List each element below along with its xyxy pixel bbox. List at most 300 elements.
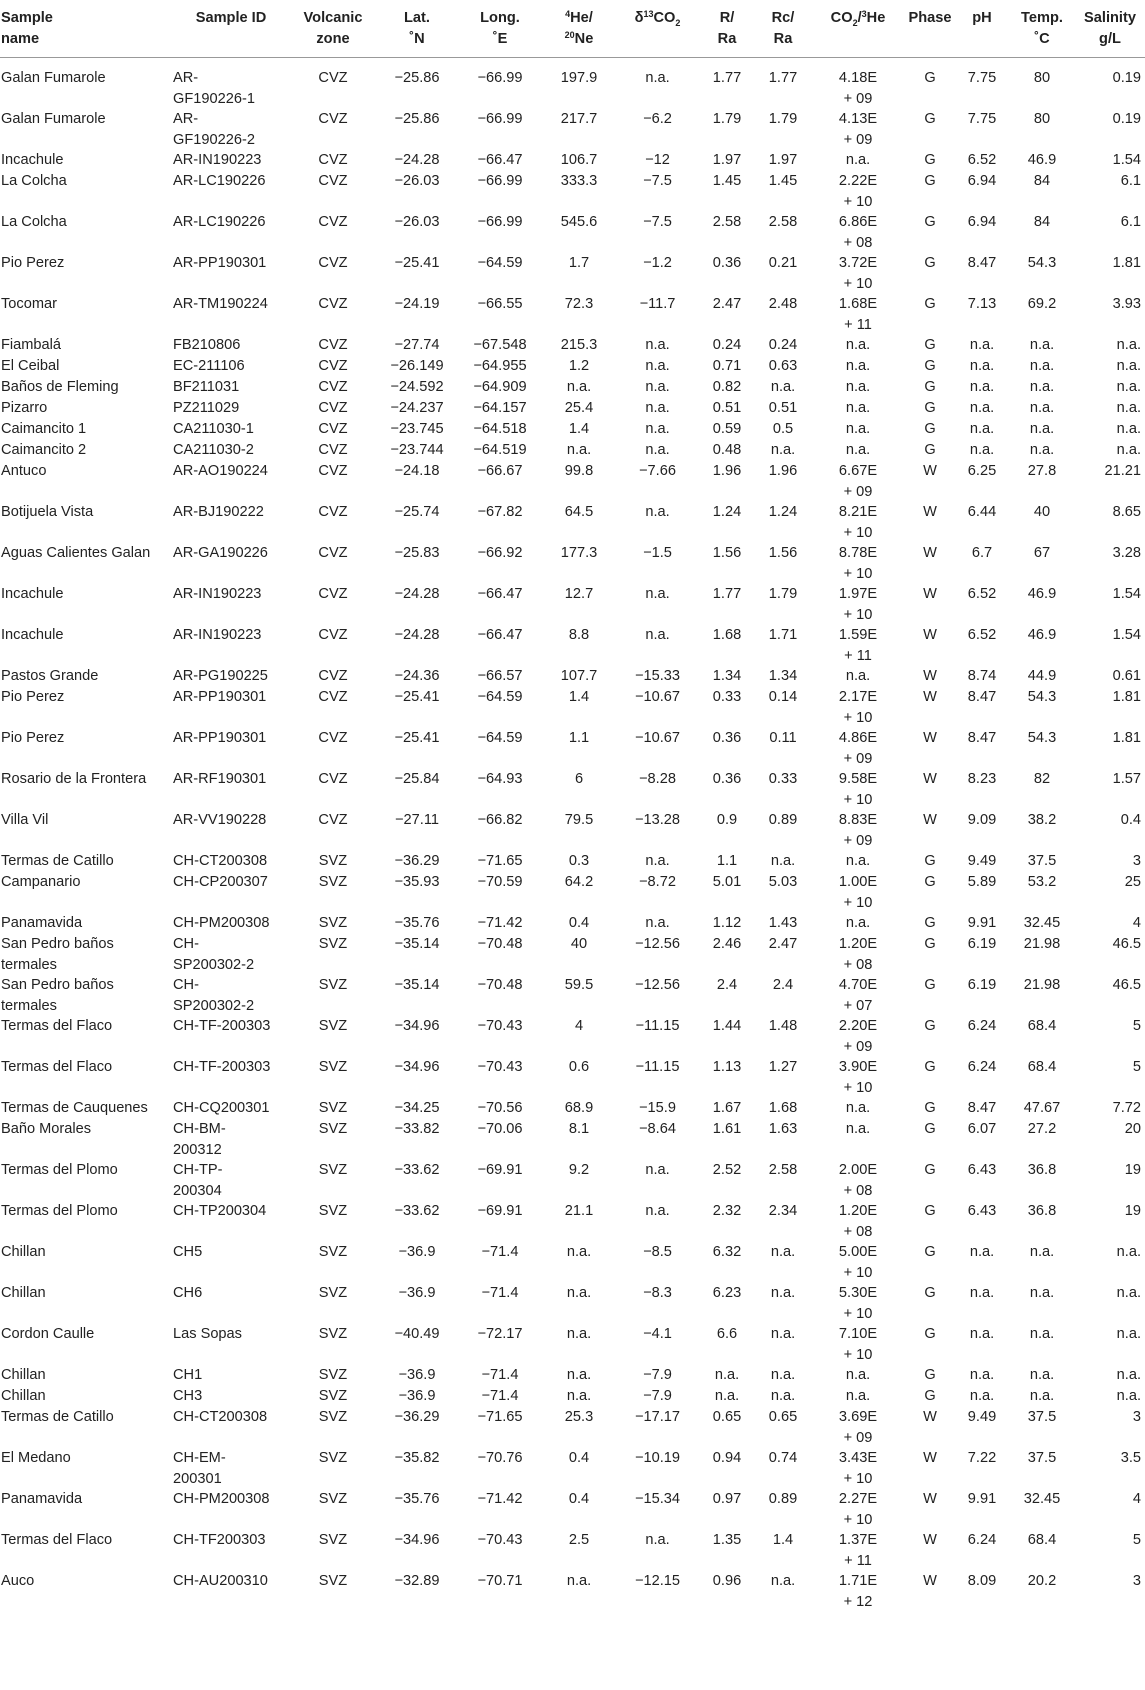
cell-ph: n.a. [969, 1326, 995, 1342]
cell-sal: 0.61 [1112, 668, 1141, 684]
table-row [0, 1242, 1145, 1283]
cell-id: CH-CQ200301 [173, 1100, 270, 1116]
cell-lon: −71.65 [477, 853, 523, 869]
cell-id: CH-CT200308 [173, 853, 268, 869]
cell-sal: n.a. [1116, 1285, 1141, 1301]
cell-phase: G [924, 1059, 936, 1075]
cell-name: Baños de Fleming [1, 379, 119, 395]
cell-r: 2.58 [712, 214, 742, 230]
cell-temp: n.a. [1029, 1244, 1055, 1260]
cell-he: 107.7 [560, 668, 598, 684]
cell-he: 99.8 [564, 463, 594, 479]
cell-id: CH6 [173, 1285, 203, 1301]
cell-id: CH-PM200308 [173, 915, 270, 931]
cell-ph: 7.75 [967, 70, 997, 86]
cell-co2: 1.00E + 10 [838, 874, 878, 911]
cell-lon: −64.518 [473, 421, 527, 437]
table-row [0, 769, 1145, 810]
cell-co2: 1.97E + 10 [838, 586, 878, 623]
cell-d13: n.a. [645, 337, 670, 353]
cell-he: 197.9 [560, 70, 598, 86]
cell-temp: n.a. [1029, 442, 1055, 458]
cell-d13: n.a. [645, 358, 670, 374]
cell-name: Galan Fumarole [1, 70, 106, 86]
cell-r: 0.94 [712, 1450, 742, 1466]
cell-temp: n.a. [1029, 1367, 1055, 1383]
col-d13co2: $\delta^{13}CO_2$ [616, 0, 699, 58]
cell-co2: 3.43E + 10 [838, 1450, 878, 1487]
cell-sal: 5 [1132, 1059, 1141, 1075]
cell-lat: −33.62 [394, 1162, 440, 1178]
cell-rc: 0.74 [768, 1450, 798, 1466]
cell-zone: SVZ [318, 853, 348, 869]
cell-co2: 1.20E + 08 [838, 1203, 878, 1240]
cell-temp: n.a. [1029, 400, 1055, 416]
cell-lon: −66.92 [477, 545, 523, 561]
cell-r: 6.32 [712, 1244, 742, 1260]
cell-lon: −72.17 [477, 1326, 523, 1342]
cell-co2: n.a. [845, 1121, 871, 1137]
cell-lon: −64.519 [473, 442, 527, 458]
cell-co2: 1.37E + 11 [838, 1532, 878, 1569]
cell-lat: −34.96 [394, 1532, 440, 1548]
cell-d13: n.a. [645, 70, 670, 86]
cell-lat: −36.9 [398, 1367, 436, 1383]
cell-r: 0.51 [712, 400, 742, 416]
cell-zone: SVZ [318, 1018, 348, 1034]
cell-d13: −7.5 [643, 214, 672, 230]
cell-ph: 6.43 [967, 1162, 997, 1178]
cell-r: 1.68 [712, 627, 742, 643]
cell-id: AR-VV190228 [173, 812, 267, 828]
cell-co2: 8.78E + 10 [838, 545, 878, 582]
cell-d13: n.a. [645, 1532, 670, 1548]
cell-d13: −8.28 [639, 771, 676, 787]
cell-r: 0.36 [712, 730, 742, 746]
table-row [0, 1407, 1145, 1448]
cell-he: 1.4 [568, 421, 590, 437]
cell-lat: −24.19 [394, 296, 440, 312]
cell-name: Pio Perez [1, 689, 65, 705]
cell-zone: CVZ [318, 358, 348, 374]
cell-id: CH-CP200307 [173, 874, 268, 890]
cell-he: n.a. [566, 442, 592, 458]
cell-zone: SVZ [318, 1059, 348, 1075]
cell-r: 1.96 [712, 463, 742, 479]
cell-ph: n.a. [969, 358, 995, 374]
cell-name: Aguas Calientes Galan [1, 545, 151, 561]
cell-temp: 53.2 [1027, 874, 1057, 890]
cell-co2: 6.67E + 09 [838, 463, 878, 500]
cell-phase: G [924, 173, 936, 189]
cell-he: 4 [574, 1018, 584, 1034]
cell-d13: n.a. [645, 400, 670, 416]
table-row [0, 1016, 1145, 1057]
cell-co2: n.a. [845, 421, 871, 437]
cell-name: Chillan [1, 1285, 46, 1301]
cell-co2: 3.69E + 09 [838, 1409, 878, 1446]
cell-lat: −25.41 [394, 255, 440, 271]
cell-temp: 46.9 [1027, 152, 1057, 168]
cell-ph: 6.7 [971, 545, 993, 561]
cell-zone: CVZ [318, 463, 348, 479]
cell-lon: −70.48 [477, 977, 523, 993]
cell-r: 6.23 [712, 1285, 742, 1301]
cell-he: 64.2 [564, 874, 594, 890]
cell-name: Chillan [1, 1244, 46, 1260]
cell-rc: 2.4 [772, 977, 794, 993]
col-sample-name: Sample name [0, 0, 172, 58]
cell-sal: 1.54 [1112, 586, 1141, 602]
cell-name: Botijuela Vista [1, 504, 94, 520]
table-row [0, 419, 1145, 440]
cell-he: 68.9 [564, 1100, 594, 1116]
cell-id: CH-CT200308 [173, 1409, 268, 1425]
table-row [0, 1324, 1145, 1365]
cell-r: 1.13 [712, 1059, 742, 1075]
cell-zone: CVZ [318, 504, 348, 520]
cell-lat: −25.41 [394, 730, 440, 746]
cell-co2: 1.20E + 08 [838, 936, 878, 973]
cell-temp: n.a. [1029, 421, 1055, 437]
cell-sal: 3.5 [1120, 1450, 1141, 1466]
cell-r: 1.34 [712, 668, 742, 684]
cell-id: CH1 [173, 1367, 203, 1383]
col-r-ra: R/ Ra [699, 0, 755, 58]
cell-phase: W [923, 1409, 937, 1425]
cell-lat: −33.62 [394, 1203, 440, 1219]
cell-id: PZ211029 [173, 400, 240, 416]
cell-name: San Pedro baños termales [1, 977, 114, 1014]
cell-name: Termas de Cauquenes [1, 1100, 148, 1116]
cell-sal: n.a. [1116, 358, 1141, 374]
cell-sal: 6.1 [1120, 214, 1141, 230]
cell-d13: −4.1 [643, 1326, 672, 1342]
cell-co2: 2.17E + 10 [838, 689, 878, 726]
cell-lon: −66.99 [477, 173, 523, 189]
cell-r: 1.77 [712, 586, 742, 602]
cell-name: Caimancito 1 [1, 421, 87, 437]
cell-sal: n.a. [1116, 1367, 1141, 1383]
cell-rc: n.a. [770, 1388, 796, 1404]
cell-sal: 3 [1132, 1409, 1141, 1425]
cell-lat: −36.9 [398, 1244, 436, 1260]
cell-r: 2.52 [712, 1162, 742, 1178]
cell-co2: 3.72E + 10 [838, 255, 878, 292]
cell-temp: 84 [1033, 173, 1051, 189]
cell-r: 2.4 [716, 977, 738, 993]
cell-name: Termas del Plomo [1, 1203, 118, 1219]
cell-rc: 0.89 [768, 1491, 798, 1507]
cell-co2: 4.70E + 07 [838, 977, 878, 1014]
cell-sal: 21.21 [1104, 463, 1141, 479]
cell-co2: 1.59E + 11 [838, 627, 878, 664]
cell-rc: 1.43 [768, 915, 798, 931]
cell-temp: 54.3 [1027, 255, 1057, 271]
table-row [0, 150, 1145, 171]
cell-r: 2.47 [712, 296, 742, 312]
cell-he: n.a. [566, 1367, 592, 1383]
cell-lon: −64.59 [477, 730, 523, 746]
cell-lat: −23.744 [390, 442, 444, 458]
cell-id: CH- SP200302-2 [173, 977, 255, 1014]
table-row [0, 440, 1145, 461]
table-row [0, 212, 1145, 253]
cell-rc: 1.63 [768, 1121, 798, 1137]
cell-zone: SVZ [318, 936, 348, 952]
cell-name: Pizarro [1, 400, 48, 416]
cell-r: 0.96 [712, 1573, 742, 1589]
cell-zone: SVZ [318, 1203, 348, 1219]
cell-co2: n.a. [845, 337, 871, 353]
col-rc-ra: Rc/ Ra [755, 0, 811, 58]
table-row [0, 1489, 1145, 1530]
cell-name: Campanario [1, 874, 81, 890]
cell-zone: CVZ [318, 296, 348, 312]
cell-name: San Pedro baños termales [1, 936, 114, 973]
cell-name: Auco [1, 1573, 35, 1589]
cell-r: 6.6 [716, 1326, 738, 1342]
cell-ph: n.a. [969, 1388, 995, 1404]
cell-phase: G [924, 1244, 936, 1260]
cell-lon: −66.99 [477, 214, 523, 230]
cell-name: Termas del Plomo [1, 1162, 118, 1178]
cell-zone: CVZ [318, 421, 348, 437]
cell-phase: G [924, 442, 936, 458]
table-row [0, 1160, 1145, 1201]
cell-lon: −69.91 [477, 1162, 523, 1178]
cell-name: Termas de Catillo [1, 853, 114, 869]
cell-zone: CVZ [318, 545, 348, 561]
cell-d13: −7.9 [643, 1367, 672, 1383]
cell-rc: 5.03 [768, 874, 798, 890]
cell-r: 1.12 [712, 915, 742, 931]
cell-co2: n.a. [845, 379, 871, 395]
cell-lon: −64.157 [473, 400, 527, 416]
cell-name: Cordon Caulle [1, 1326, 95, 1342]
cell-rc: 1.34 [768, 668, 798, 684]
cell-temp: 68.4 [1027, 1018, 1057, 1034]
cell-id: AR-IN190223 [173, 627, 262, 643]
cell-rc: n.a. [770, 1573, 796, 1589]
cell-lon: −71.42 [477, 915, 523, 931]
table-row [0, 253, 1145, 294]
cell-lat: −34.96 [394, 1059, 440, 1075]
cell-he: 1.4 [568, 689, 590, 705]
cell-r: 1.35 [712, 1532, 742, 1548]
col-phase: Phase [905, 0, 955, 58]
cell-id: AR-LC190226 [173, 214, 266, 230]
cell-name: El Ceibal [1, 358, 60, 374]
cell-id: CH-EM- 200301 [173, 1450, 226, 1487]
cell-lat: −25.74 [394, 504, 440, 520]
cell-phase: W [923, 463, 937, 479]
cell-he: 0.3 [568, 853, 590, 869]
cell-rc: 0.33 [768, 771, 798, 787]
table-row [0, 398, 1145, 419]
cell-phase: G [924, 358, 936, 374]
table-row [0, 851, 1145, 872]
cell-temp: 32.45 [1023, 1491, 1061, 1507]
cell-temp: 20.2 [1027, 1573, 1057, 1589]
cell-d13: −1.5 [643, 545, 672, 561]
cell-name: Chillan [1, 1367, 46, 1383]
cell-lat: −34.25 [394, 1100, 440, 1116]
cell-name: Antuco [1, 463, 47, 479]
cell-lat: −34.96 [394, 1018, 440, 1034]
table-body [0, 58, 1145, 1613]
cell-ph: 8.23 [967, 771, 997, 787]
cell-lat: −35.76 [394, 915, 440, 931]
cell-d13: n.a. [645, 853, 670, 869]
cell-rc: 1.77 [768, 70, 798, 86]
cell-he: 12.7 [564, 586, 594, 602]
cell-phase: W [923, 668, 937, 684]
cell-phase: G [924, 853, 936, 869]
cell-lat: −36.9 [398, 1285, 436, 1301]
cell-d13: −10.19 [634, 1450, 681, 1466]
cell-d13: −15.9 [639, 1100, 676, 1116]
table-row [0, 1365, 1145, 1386]
cell-zone: CVZ [318, 173, 348, 189]
cell-lat: −27.11 [395, 812, 439, 828]
cell-ph: 6.24 [967, 1059, 997, 1075]
cell-lat: −26.03 [394, 214, 440, 230]
cell-rc: 1.97 [768, 152, 798, 168]
cell-r: 0.9 [716, 812, 738, 828]
cell-id: FB210806 [173, 337, 241, 353]
cell-ph: 6.24 [967, 1018, 997, 1034]
cell-zone: CVZ [318, 337, 348, 353]
cell-rc: 1.71 [768, 627, 798, 643]
cell-sal: 46.5 [1112, 977, 1141, 993]
cell-id: AR-PP190301 [173, 255, 267, 271]
cell-lon: −70.71 [477, 1573, 523, 1589]
cell-temp: 82 [1033, 771, 1051, 787]
cell-co2: 5.00E + 10 [838, 1244, 878, 1281]
cell-zone: SVZ [318, 1162, 348, 1178]
cell-rc: 1.4 [772, 1532, 794, 1548]
cell-ph: 7.22 [967, 1450, 997, 1466]
table-row [0, 666, 1145, 687]
cell-ph: n.a. [969, 442, 995, 458]
cell-temp: 32.45 [1023, 915, 1061, 931]
cell-co2: 6.86E + 08 [838, 214, 878, 251]
cell-zone: SVZ [318, 1326, 348, 1342]
cell-he: 9.2 [568, 1162, 590, 1178]
cell-lat: −35.76 [394, 1491, 440, 1507]
cell-d13: −15.34 [634, 1491, 681, 1507]
cell-d13: −11.15 [635, 1059, 680, 1075]
cell-temp: 80 [1033, 70, 1051, 86]
cell-sal: 1.54 [1112, 627, 1141, 643]
cell-r: 2.46 [712, 936, 742, 952]
cell-id: CH3 [173, 1388, 203, 1404]
cell-r: 0.48 [712, 442, 742, 458]
table-row [0, 1448, 1145, 1489]
cell-r: 0.65 [712, 1409, 742, 1425]
table-row [0, 502, 1145, 543]
cell-d13: −7.66 [639, 463, 676, 479]
cell-d13: −7.9 [643, 1388, 672, 1404]
cell-id: CH-TP- 200304 [173, 1162, 223, 1199]
cell-id: AR-GA190226 [173, 545, 268, 561]
cell-lat: −24.36 [394, 668, 440, 684]
cell-r: n.a. [714, 1388, 740, 1404]
cell-d13: n.a. [645, 586, 670, 602]
cell-he: n.a. [566, 379, 592, 395]
cell-rc: 1.56 [768, 545, 798, 561]
cell-id: AR-IN190223 [173, 152, 262, 168]
cell-name: Tocomar [1, 296, 57, 312]
table-row [0, 913, 1145, 934]
cell-he: 6 [574, 771, 584, 787]
col-salinity: Salinity g/L [1075, 0, 1145, 58]
cell-rc: 1.96 [768, 463, 798, 479]
cell-zone: SVZ [318, 1491, 348, 1507]
cell-r: 0.82 [712, 379, 742, 395]
cell-name: Termas del Flaco [1, 1532, 113, 1548]
cell-zone: SVZ [318, 977, 348, 993]
cell-lon: −70.43 [477, 1018, 523, 1034]
cell-zone: SVZ [318, 1388, 348, 1404]
cell-he: 106.7 [560, 152, 598, 168]
cell-he: 1.7 [568, 255, 590, 271]
table-row [0, 1386, 1145, 1407]
cell-ph: 5.89 [967, 874, 997, 890]
cell-rc: 0.14 [768, 689, 798, 705]
cell-lon: −66.55 [477, 296, 523, 312]
cell-zone: CVZ [318, 730, 348, 746]
cell-sal: 3 [1132, 853, 1141, 869]
cell-phase: G [924, 1121, 936, 1137]
cell-lat: −24.592 [390, 379, 444, 395]
cell-r: 0.24 [712, 337, 742, 353]
cell-sal: 5 [1132, 1018, 1141, 1034]
cell-r: 1.44 [712, 1018, 742, 1034]
cell-id: CH-AU200310 [173, 1573, 268, 1589]
cell-d13: n.a. [645, 915, 670, 931]
cell-lat: −36.29 [394, 1409, 440, 1425]
cell-lat: −25.83 [394, 545, 440, 561]
cell-sal: 7.72 [1112, 1100, 1141, 1116]
cell-zone: CVZ [318, 255, 348, 271]
cell-r: 1.61 [712, 1121, 742, 1137]
cell-phase: G [924, 915, 936, 931]
cell-sal: 0.19 [1112, 70, 1141, 86]
cell-he: 333.3 [560, 173, 598, 189]
table-row [0, 335, 1145, 356]
cell-he: 59.5 [564, 977, 594, 993]
cell-sal: n.a. [1116, 379, 1141, 395]
cell-temp: 68.4 [1027, 1532, 1057, 1548]
cell-phase: W [923, 730, 937, 746]
cell-r: 1.67 [712, 1100, 742, 1116]
cell-lon: −66.99 [477, 70, 523, 86]
cell-lat: −24.28 [394, 586, 440, 602]
cell-rc: 1.48 [768, 1018, 798, 1034]
cell-temp: 68.4 [1027, 1059, 1057, 1075]
cell-phase: W [923, 771, 937, 787]
cell-id: AR- GF190226-2 [173, 111, 255, 148]
cell-temp: 69.2 [1027, 296, 1057, 312]
cell-rc: n.a. [770, 1244, 796, 1260]
table-row [0, 1201, 1145, 1242]
cell-ph: 9.49 [967, 1409, 997, 1425]
cell-phase: W [923, 812, 937, 828]
cell-co2: 2.27E + 10 [838, 1491, 878, 1528]
cell-ph: 6.44 [967, 504, 997, 520]
